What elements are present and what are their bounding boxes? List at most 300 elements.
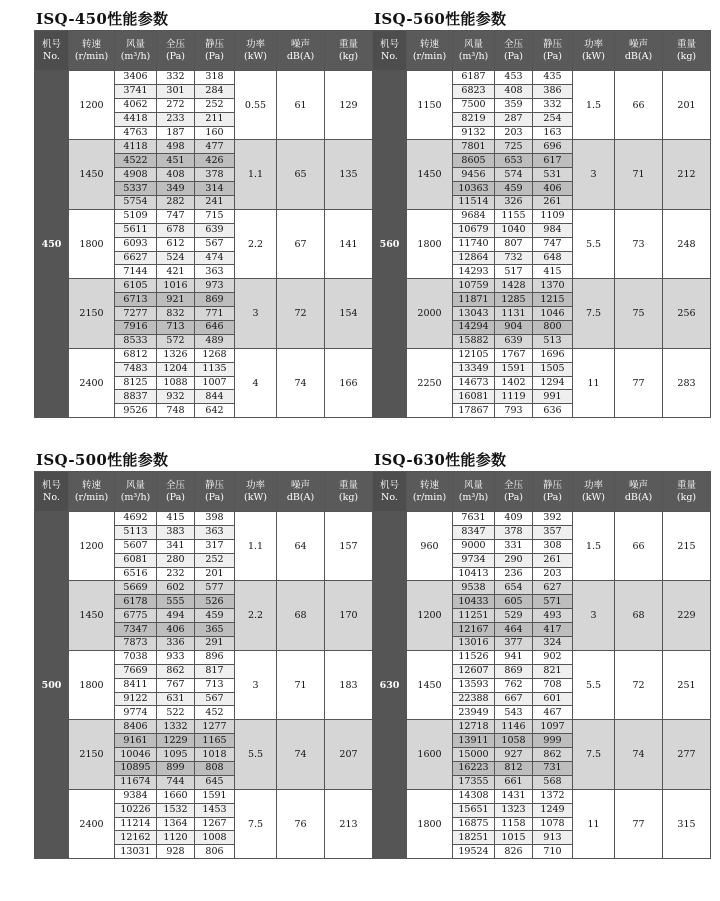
table-row (373, 140, 711, 154)
static-pressure-cell: 1007 (195, 376, 235, 390)
static-pressure-cell: 913 (533, 831, 573, 845)
airflow-cell: 13016 (453, 637, 495, 651)
static-pressure-cell: 1165 (195, 734, 235, 748)
static-pressure-cell: 1018 (195, 748, 235, 762)
total-pressure-cell: 383 (157, 525, 195, 539)
col-header-line: (m³/h) (120, 50, 151, 62)
airflow-cell: 5754 (115, 196, 157, 210)
col-header-line: (kW) (582, 491, 605, 503)
col-header-power (235, 31, 277, 71)
airflow-cell: 7277 (115, 307, 157, 321)
total-pressure-cell: 1016 (157, 279, 195, 293)
airflow-cell: 15651 (453, 803, 495, 817)
col-header-model (35, 31, 69, 71)
static-pressure-cell: 426 (195, 154, 235, 168)
total-pressure-cell: 349 (157, 182, 195, 196)
total-pressure-cell: 1323 (495, 803, 533, 817)
noise-cell: 67 (277, 209, 325, 278)
speed-cell: 1800 (69, 650, 115, 719)
static-pressure-cell: 1453 (195, 803, 235, 817)
static-pressure-cell: 363 (195, 525, 235, 539)
col-header-line: (Pa) (542, 491, 563, 503)
static-pressure-cell: 406 (533, 182, 573, 196)
col-header-weight (325, 472, 373, 512)
total-pressure-cell: 862 (157, 664, 195, 678)
airflow-cell: 4418 (115, 112, 157, 126)
static-pressure-cell: 1109 (533, 209, 573, 223)
table-row (35, 71, 373, 85)
total-pressure-cell: 282 (157, 196, 195, 210)
static-pressure-cell: 973 (195, 279, 235, 293)
total-pressure-cell: 378 (495, 525, 533, 539)
static-pressure-cell: 601 (533, 692, 573, 706)
static-pressure-cell: 1249 (533, 803, 573, 817)
col-header-line: dB(A) (286, 50, 315, 62)
airflow-cell: 7483 (115, 362, 157, 376)
static-pressure-cell: 808 (195, 762, 235, 776)
static-pressure-cell: 392 (533, 512, 573, 526)
total-pressure-cell: 336 (157, 637, 195, 651)
speed-cell: 1450 (69, 140, 115, 209)
airflow-cell: 10226 (115, 803, 157, 817)
static-pressure-cell: 314 (195, 182, 235, 196)
static-pressure-cell: 771 (195, 307, 235, 321)
static-pressure-cell: 1215 (533, 293, 573, 307)
total-pressure-cell: 236 (495, 567, 533, 581)
airflow-cell: 14673 (453, 376, 495, 390)
weight-cell: 212 (663, 140, 711, 209)
col-header-line: (m³/h) (458, 491, 489, 503)
static-pressure-cell: 896 (195, 650, 235, 664)
weight-cell: 157 (325, 512, 373, 581)
total-pressure-cell: 272 (157, 98, 195, 112)
airflow-cell: 8411 (115, 678, 157, 692)
total-pressure-cell: 747 (157, 209, 195, 223)
table-row (35, 209, 373, 223)
total-pressure-cell: 494 (157, 609, 195, 623)
airflow-cell: 9161 (115, 734, 157, 748)
noise-cell: 66 (615, 512, 663, 581)
static-pressure-cell: 459 (195, 609, 235, 623)
static-pressure-cell: 571 (533, 595, 573, 609)
airflow-cell: 9684 (453, 209, 495, 223)
col-header-model (35, 472, 69, 512)
airflow-cell: 17355 (453, 775, 495, 789)
power-cell: 1.1 (235, 140, 277, 209)
power-cell: 7.5 (573, 720, 615, 789)
col-header-line: 静压 (542, 38, 562, 50)
total-pressure-cell: 605 (495, 595, 533, 609)
airflow-cell: 8125 (115, 376, 157, 390)
total-pressure-cell: 631 (157, 692, 195, 706)
airflow-cell: 6812 (115, 348, 157, 362)
col-header-line: 机号 (379, 38, 399, 50)
weight-cell: 201 (663, 71, 711, 140)
power-cell: 3 (235, 279, 277, 348)
total-pressure-cell: 1326 (157, 348, 195, 362)
static-pressure-cell: 1696 (533, 348, 573, 362)
airflow-cell: 7669 (115, 664, 157, 678)
static-pressure-cell: 261 (533, 553, 573, 567)
col-header-static-pressure (195, 472, 235, 512)
static-pressure-cell: 252 (195, 98, 235, 112)
col-header-total-pressure (495, 472, 533, 512)
airflow-cell: 6775 (115, 609, 157, 623)
static-pressure-cell: 526 (195, 595, 235, 609)
static-pressure-cell: 645 (195, 775, 235, 789)
airflow-cell: 11740 (453, 237, 495, 251)
static-pressure-cell: 417 (533, 623, 573, 637)
table-block-isq450 (34, 8, 372, 418)
col-header-power (573, 31, 615, 71)
col-header-line: dB(A) (624, 50, 653, 62)
total-pressure-cell: 904 (495, 321, 533, 335)
static-pressure-cell: 999 (533, 734, 573, 748)
col-header-line: 转速 (419, 479, 439, 491)
weight-cell: 207 (325, 720, 373, 789)
col-header-line: (kW) (244, 491, 267, 503)
total-pressure-cell: 421 (157, 265, 195, 279)
airflow-cell: 11871 (453, 293, 495, 307)
power-cell: 3 (235, 650, 277, 719)
total-pressure-cell: 332 (157, 71, 195, 85)
airflow-cell: 13031 (115, 845, 157, 859)
total-pressure-cell: 517 (495, 265, 533, 279)
airflow-cell: 11514 (453, 196, 495, 210)
col-header-line: 风量 (125, 479, 145, 491)
power-cell: 2.2 (235, 581, 277, 650)
airflow-cell: 9734 (453, 553, 495, 567)
total-pressure-cell: 233 (157, 112, 195, 126)
weight-cell: 315 (663, 789, 711, 858)
total-pressure-cell: 1088 (157, 376, 195, 390)
airflow-cell: 8406 (115, 720, 157, 734)
noise-cell: 73 (615, 209, 663, 278)
airflow-cell: 11674 (115, 775, 157, 789)
static-pressure-cell: 308 (533, 539, 573, 553)
static-pressure-cell: 163 (533, 126, 573, 140)
airflow-cell: 23949 (453, 706, 495, 720)
static-pressure-cell: 241 (195, 196, 235, 210)
weight-cell: 283 (663, 348, 711, 417)
noise-cell: 72 (615, 650, 663, 719)
model-number-cell: 500 (35, 512, 69, 859)
total-pressure-cell: 1402 (495, 376, 533, 390)
power-cell: 0.55 (235, 71, 277, 140)
col-header-total-pressure (495, 31, 533, 71)
speed-cell: 2400 (69, 348, 115, 417)
airflow-cell: 11526 (453, 650, 495, 664)
airflow-cell: 4062 (115, 98, 157, 112)
power-cell: 11 (573, 789, 615, 858)
model-number-cell: 450 (35, 71, 69, 418)
total-pressure-cell: 1660 (157, 789, 195, 803)
performance-table (34, 30, 373, 418)
power-cell: 7.5 (235, 789, 277, 858)
total-pressure-cell: 409 (495, 512, 533, 526)
table-row (373, 789, 711, 803)
noise-cell: 72 (277, 279, 325, 348)
airflow-cell: 6823 (453, 84, 495, 98)
col-header-static-pressure (195, 31, 235, 71)
airflow-cell: 9000 (453, 539, 495, 553)
col-header-line: 功率 (245, 479, 265, 491)
static-pressure-cell: 648 (533, 251, 573, 265)
table-row (373, 512, 711, 526)
col-header-line: (r/min) (412, 50, 447, 62)
col-header-static-pressure (533, 472, 573, 512)
static-pressure-cell: 696 (533, 140, 573, 154)
noise-cell: 64 (277, 512, 325, 581)
col-header-line: No. (43, 491, 60, 503)
col-header-line: dB(A) (286, 491, 315, 503)
airflow-cell: 5611 (115, 223, 157, 237)
static-pressure-cell: 378 (195, 168, 235, 182)
total-pressure-cell: 574 (495, 168, 533, 182)
total-pressure-cell: 377 (495, 637, 533, 651)
static-pressure-cell: 636 (533, 404, 573, 418)
static-pressure-cell: 567 (195, 692, 235, 706)
table-block-isq560 (372, 8, 710, 418)
total-pressure-cell: 1155 (495, 209, 533, 223)
col-header-total-pressure (157, 31, 195, 71)
noise-cell: 77 (615, 348, 663, 417)
airflow-cell: 6516 (115, 567, 157, 581)
total-pressure-cell: 415 (157, 512, 195, 526)
static-pressure-cell: 844 (195, 390, 235, 404)
table-row (35, 512, 373, 526)
table-row (35, 140, 373, 154)
power-cell: 3 (573, 581, 615, 650)
speed-cell: 2400 (69, 789, 115, 858)
total-pressure-cell: 359 (495, 98, 533, 112)
table-row (35, 720, 373, 734)
static-pressure-cell: 211 (195, 112, 235, 126)
airflow-cell: 6105 (115, 279, 157, 293)
airflow-cell: 6187 (453, 71, 495, 85)
airflow-cell: 8219 (453, 112, 495, 126)
total-pressure-cell: 612 (157, 237, 195, 251)
col-header-weight (663, 472, 711, 512)
static-pressure-cell: 1370 (533, 279, 573, 293)
airflow-cell: 12162 (115, 831, 157, 845)
noise-cell: 71 (615, 140, 663, 209)
total-pressure-cell: 543 (495, 706, 533, 720)
airflow-cell: 8347 (453, 525, 495, 539)
table-row (373, 209, 711, 223)
col-header-line: 机号 (41, 38, 61, 50)
col-header-noise (277, 31, 325, 71)
airflow-cell: 8605 (453, 154, 495, 168)
static-pressure-cell: 713 (195, 678, 235, 692)
col-header-line: (Pa) (165, 50, 186, 62)
airflow-cell: 17867 (453, 404, 495, 418)
weight-cell: 213 (325, 789, 373, 858)
power-cell: 5.5 (573, 209, 615, 278)
col-header-power (573, 472, 615, 512)
static-pressure-cell: 1277 (195, 720, 235, 734)
airflow-cell: 4118 (115, 140, 157, 154)
total-pressure-cell: 331 (495, 539, 533, 553)
static-pressure-cell: 386 (533, 84, 573, 98)
airflow-cell: 5607 (115, 539, 157, 553)
total-pressure-cell: 287 (495, 112, 533, 126)
col-header-line: 机号 (379, 479, 399, 491)
total-pressure-cell: 933 (157, 650, 195, 664)
total-pressure-cell: 1767 (495, 348, 533, 362)
static-pressure-cell: 477 (195, 140, 235, 154)
total-pressure-cell: 667 (495, 692, 533, 706)
col-header-noise (277, 472, 325, 512)
static-pressure-cell: 817 (195, 664, 235, 678)
static-pressure-cell: 531 (533, 168, 573, 182)
airflow-cell: 7144 (115, 265, 157, 279)
static-pressure-cell: 869 (195, 293, 235, 307)
airflow-cell: 18251 (453, 831, 495, 845)
col-header-line: 风量 (463, 479, 483, 491)
total-pressure-cell: 451 (157, 154, 195, 168)
model-number-cell: 630 (373, 512, 407, 859)
col-header-line: (r/min) (412, 491, 447, 503)
col-header-line: (r/min) (74, 491, 109, 503)
power-cell: 11 (573, 348, 615, 417)
static-pressure-cell: 160 (195, 126, 235, 140)
total-pressure-cell: 232 (157, 567, 195, 581)
total-pressure-cell: 899 (157, 762, 195, 776)
weight-cell: 183 (325, 650, 373, 719)
total-pressure-cell: 280 (157, 553, 195, 567)
static-pressure-cell: 201 (195, 567, 235, 581)
static-pressure-cell: 1135 (195, 362, 235, 376)
static-pressure-cell: 627 (533, 581, 573, 595)
static-pressure-cell: 991 (533, 390, 573, 404)
speed-cell: 1450 (407, 650, 453, 719)
total-pressure-cell: 812 (495, 762, 533, 776)
block-title: ISQ-450性能参数 (36, 10, 169, 28)
total-pressure-cell: 869 (495, 664, 533, 678)
power-cell: 5.5 (573, 650, 615, 719)
power-cell: 5.5 (235, 720, 277, 789)
total-pressure-cell: 529 (495, 609, 533, 623)
speed-cell: 960 (407, 512, 453, 581)
col-header-model (373, 472, 407, 512)
static-pressure-cell: 513 (533, 334, 573, 348)
static-pressure-cell: 415 (533, 265, 573, 279)
airflow-cell: 6713 (115, 293, 157, 307)
total-pressure-cell: 326 (495, 196, 533, 210)
col-header-line: 全压 (503, 479, 523, 491)
power-cell: 3 (573, 140, 615, 209)
col-header-line: 风量 (125, 38, 145, 50)
noise-cell: 66 (615, 71, 663, 140)
col-header-speed (69, 31, 115, 71)
total-pressure-cell: 459 (495, 182, 533, 196)
airflow-cell: 13911 (453, 734, 495, 748)
total-pressure-cell: 464 (495, 623, 533, 637)
noise-cell: 61 (277, 71, 325, 140)
table-row (373, 720, 711, 734)
col-header-total-pressure (157, 472, 195, 512)
table-row (373, 279, 711, 293)
col-header-line: 噪声 (290, 38, 310, 50)
airflow-cell: 15000 (453, 748, 495, 762)
col-header-speed (407, 472, 453, 512)
table-row (373, 71, 711, 85)
total-pressure-cell: 1158 (495, 817, 533, 831)
airflow-cell: 16081 (453, 390, 495, 404)
total-pressure-cell: 1431 (495, 789, 533, 803)
static-pressure-cell: 567 (195, 237, 235, 251)
static-pressure-cell: 646 (195, 321, 235, 335)
airflow-cell: 11214 (115, 817, 157, 831)
col-header-power (235, 472, 277, 512)
static-pressure-cell: 862 (533, 748, 573, 762)
static-pressure-cell: 747 (533, 237, 573, 251)
col-header-weight (663, 31, 711, 71)
airflow-cell: 7347 (115, 623, 157, 637)
static-pressure-cell: 284 (195, 84, 235, 98)
airflow-cell: 10759 (453, 279, 495, 293)
static-pressure-cell: 577 (195, 581, 235, 595)
col-header-line: No. (381, 491, 398, 503)
total-pressure-cell: 1285 (495, 293, 533, 307)
static-pressure-cell: 363 (195, 265, 235, 279)
total-pressure-cell: 832 (157, 307, 195, 321)
airflow-cell: 15882 (453, 334, 495, 348)
total-pressure-cell: 748 (157, 404, 195, 418)
total-pressure-cell: 555 (157, 595, 195, 609)
airflow-cell: 8533 (115, 334, 157, 348)
total-pressure-cell: 928 (157, 845, 195, 859)
col-header-line: (kg) (338, 50, 359, 62)
col-header-line: 功率 (583, 479, 603, 491)
col-header-line: (r/min) (74, 50, 109, 62)
speed-cell: 1200 (69, 512, 115, 581)
static-pressure-cell: 317 (195, 539, 235, 553)
speed-cell: 1450 (69, 581, 115, 650)
airflow-cell: 7873 (115, 637, 157, 651)
airflow-cell: 7631 (453, 512, 495, 526)
total-pressure-cell: 793 (495, 404, 533, 418)
table-block-isq630 (372, 449, 710, 859)
static-pressure-cell: 568 (533, 775, 573, 789)
airflow-cell: 10895 (115, 762, 157, 776)
total-pressure-cell: 1364 (157, 817, 195, 831)
speed-cell: 2150 (69, 720, 115, 789)
airflow-cell: 14308 (453, 789, 495, 803)
airflow-cell: 10413 (453, 567, 495, 581)
table-row (35, 581, 373, 595)
table-row (35, 789, 373, 803)
col-header-line: (kW) (582, 50, 605, 62)
airflow-cell: 6627 (115, 251, 157, 265)
total-pressure-cell: 941 (495, 650, 533, 664)
table-row (373, 581, 711, 595)
col-header-line: (Pa) (503, 50, 524, 62)
total-pressure-cell: 725 (495, 140, 533, 154)
speed-cell: 1450 (407, 140, 453, 209)
static-pressure-cell: 435 (533, 71, 573, 85)
total-pressure-cell: 1428 (495, 279, 533, 293)
total-pressure-cell: 203 (495, 126, 533, 140)
col-header-line: 全压 (165, 38, 185, 50)
static-pressure-cell: 715 (195, 209, 235, 223)
static-pressure-cell: 1505 (533, 362, 573, 376)
airflow-cell: 9774 (115, 706, 157, 720)
col-header-line: 转速 (419, 38, 439, 50)
total-pressure-cell: 1040 (495, 223, 533, 237)
col-header-airflow (453, 31, 495, 71)
